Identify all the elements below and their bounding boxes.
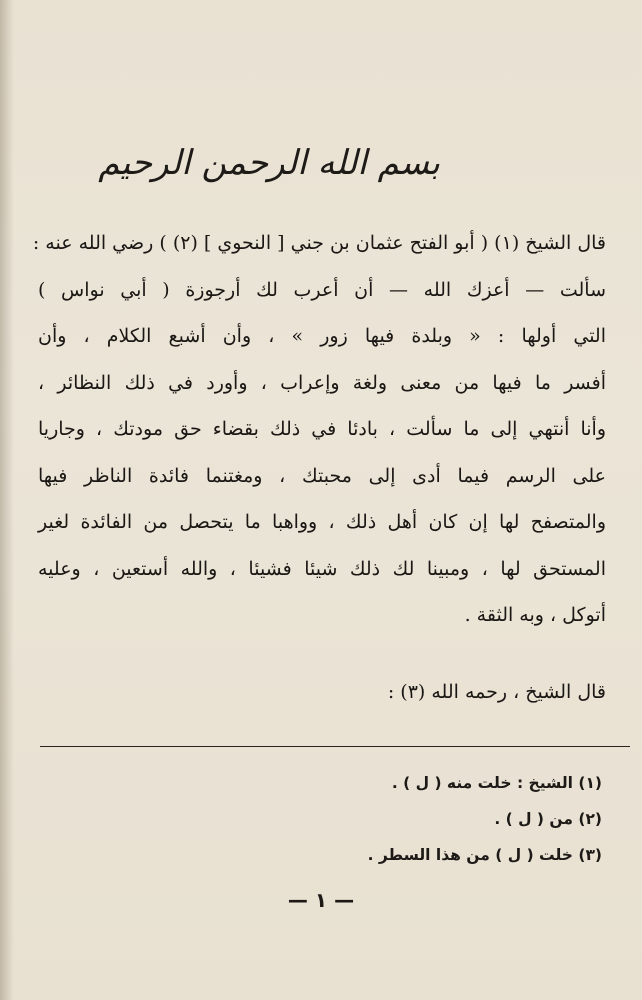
text-line: المستحق لها ، ومبينا لك ذلك شيئا فشيئا ، والله أستعين ، وعليه (38, 557, 606, 580)
page-edge-shadow (0, 0, 14, 1000)
text-line: أفسر ما فيها من معنى ولغة وإعراب ، وأورد في ذلك النظائر ، (38, 371, 606, 394)
footnotes (42, 765, 602, 873)
text-line: قال الشيخ (١) ( أبو الفتح عثمان بن جني [ النحوي ] (٢) ) رضي الله عنه : (32, 232, 606, 254)
text-line: والمتصفح لها إن كان أهل ذلك ، وواهبا ما يتحصل من الفائدة لغير (38, 511, 606, 533)
main-text (32, 220, 606, 715)
bismillah-heading: بسم الله الرحمن الرحيم (98, 143, 440, 183)
text-line: سألت — أعزك الله — أن أعرب لك أرجوزة ( أبي نواس ) (38, 278, 606, 301)
text-line: التي أولها : « وبلدة فيها زور » ، وأن أشبع الكلام ، وأن (38, 325, 606, 347)
paragraph-gap (38, 639, 606, 669)
footnote: (٢) من ( ل ) . (494, 810, 602, 828)
text-line: أتوكل ، وبه الثقة . (464, 604, 606, 626)
closing-line: قال الشيخ ، رحمه الله (٣) : (387, 680, 606, 703)
footnote: (١) الشيخ : خلت منه ( ل ) . (391, 774, 602, 792)
footnote-divider (40, 746, 630, 747)
text-line: وأنا أنتهي إلى ما سألت ، بادئا في ذلك بقضاء حق مودتك ، وجاريا (38, 418, 606, 440)
footnote: (٣) خلت ( ل ) من هذا السطر . (367, 846, 602, 864)
text-line: على الرسم فيما أدى إلى محبتك ، ومغتنما فائدة الناظر فيها (38, 464, 606, 487)
page-number: — ١ — (287, 888, 355, 912)
